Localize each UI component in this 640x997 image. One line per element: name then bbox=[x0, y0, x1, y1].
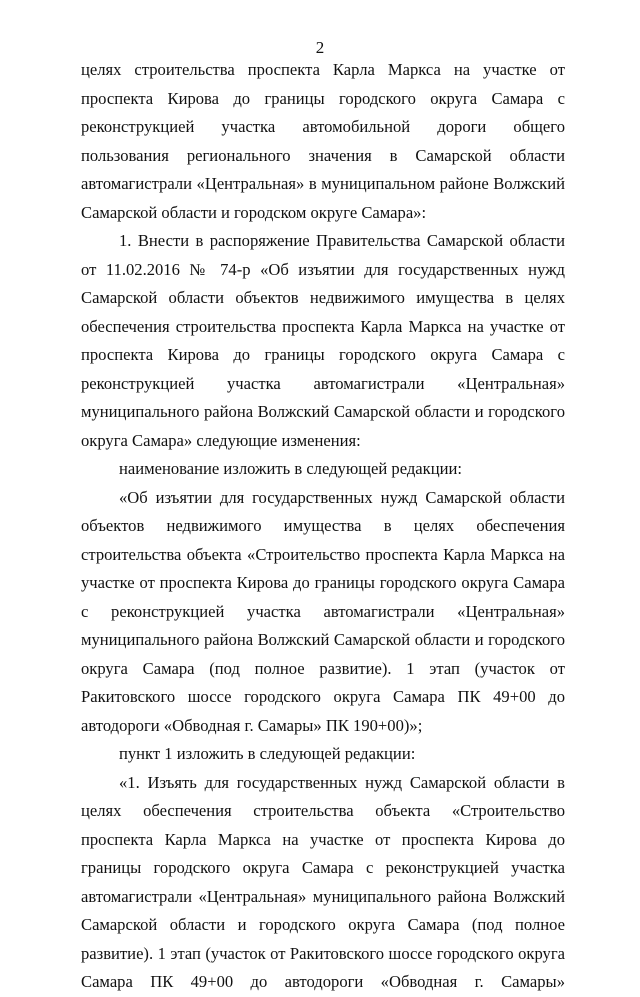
paragraph-new-title: «Об изъятии для государственных нужд Самарской области объектов недвижимого имущества в целях обеспечения строительства объекта «Строительство проспекта Карла Маркса на участке от проспекта Кирова до границы городского округа Самара с реконструкцией участка автомагистрали «Центральная» муниципального района Волжский Самарской области и городского округа Самара (под полное развитие). 1 этап (участок от Ракитовского шоссе городского округа Самара ПК 49+00 до автодороги «Обводная г. Самары» ПК 190+00)»; bbox=[81, 487, 565, 735]
page-number: 2 bbox=[315, 38, 325, 57]
paragraph-item-1-change-intro: пункт 1 изложить в следующей редакции: bbox=[119, 744, 416, 763]
paragraph-title-change-intro: наименование изложить в следующей редакции: bbox=[119, 459, 462, 478]
paragraph-preamble-continuation: целях строительства проспекта Карла Маркса на участке от проспекта Кирова до границы городского округа Самара с реконструкцией участка автомобильной дороги общего пользования регионального значения в Самарской области автомагистрали «Центральная» в муниципальном районе Волжский Самарской области и городском округе Самара»: bbox=[81, 60, 565, 222]
document-body bbox=[81, 56, 565, 997]
paragraph-item-1-amendment: 1. Внести в распоряжение Правительства Самарской области от 11.02.2016 № 74-р «Об изъятии для государственных нужд Самарской области объектов недвижимого имущества в целях обеспечения строительства проспекта Карла Маркса на участке от проспекта Кирова до границы городского округа Самара с реконструкцией участка автомагистрали «Центральная» муниципального района Волжский Самарской области и городского округа Самара» следующие изменения: bbox=[81, 231, 565, 450]
paragraph-new-item-1: «1. Изъять для государственных нужд Самарской области в целях обеспечения строительства объекта «Строительство проспекта Карла Маркса на участке от проспекта Кирова до границы городского округа Самара с реконструкцией участка автомагистрали «Центральная» муниципального района Волжский Самарской области и городского округа Самара (под полное развитие). 1 этап (участок от Ракитовского шоссе городского округа Самара ПК 49+00 до автодороги «Обводная г. Самары» bbox=[81, 772, 565, 991]
